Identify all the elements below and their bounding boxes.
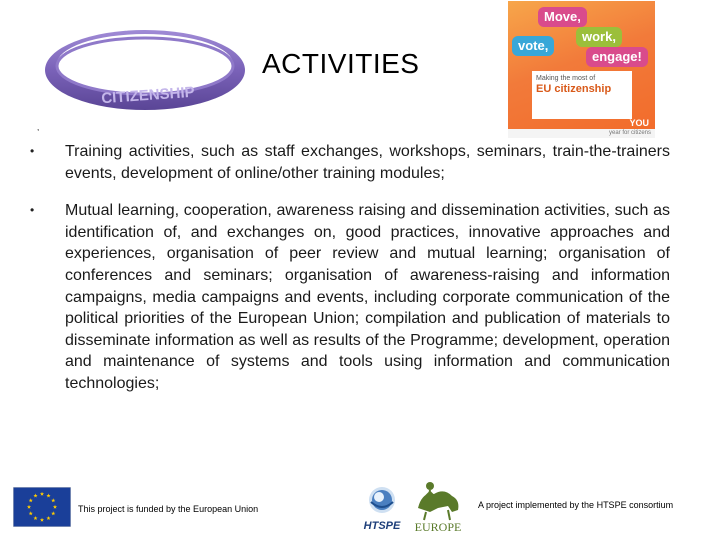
poster-bubble-work: work, — [576, 27, 622, 47]
eu-citizenship-poster — [508, 1, 655, 138]
eu-flag-icon — [13, 487, 71, 527]
bullet-icon: • — [30, 203, 35, 218]
poster-bubble-move: Move, — [538, 7, 587, 27]
poster-subtitle: Making the most of — [536, 75, 596, 82]
poster-you: YOU — [629, 118, 649, 128]
europe-label: EUROPE — [414, 520, 462, 534]
poster-card — [532, 71, 632, 119]
stray-mark: , — [37, 123, 40, 132]
citizenship-wristband-image — [40, 18, 250, 118]
poster-headline: EU citizenship — [536, 83, 612, 95]
bullet-icon: • — [30, 144, 35, 158]
page-title: ACTIVITIES — [262, 48, 420, 79]
poster-bubble-engage: engage! — [586, 47, 648, 67]
wristband-label: CITIZENSHIP — [100, 83, 196, 108]
europe-logo-icon — [408, 478, 468, 534]
bullet-text: Mutual learning, cooperation, awareness raising and dissemination activities, such as identification of, and exchanges on, good practices, innovative approaches and experiences, organisation of peer review and mutual learning; organisation of conferences and seminars; organisation of awareness-raising and information campaigns, media campaigns and events, including corporate communication of the political priorities of the European Union; compilation and publication of materials to disseminate information as well as results of the Programme; development, operation and maintenance of systems and tools using information and communication technologies; — [65, 202, 670, 392]
poster-bubble-vote: vote, — [512, 36, 554, 56]
list-item — [30, 141, 670, 184]
htspe-logo-icon — [357, 484, 407, 534]
bullet-list — [30, 141, 670, 411]
htspe-label: HTSPE — [363, 520, 401, 532]
list-item — [30, 200, 670, 394]
funded-by-text: This project is funded by the European Union — [78, 504, 259, 514]
implemented-by-text: A project implemented by the HTSPE consortium — [478, 500, 674, 510]
poster-footer: year for citizens — [508, 129, 655, 138]
bullet-text: Training activities, such as staff exchanges, workshops, seminars, train-the-trainers events, development of online/other training modules; — [65, 143, 670, 182]
